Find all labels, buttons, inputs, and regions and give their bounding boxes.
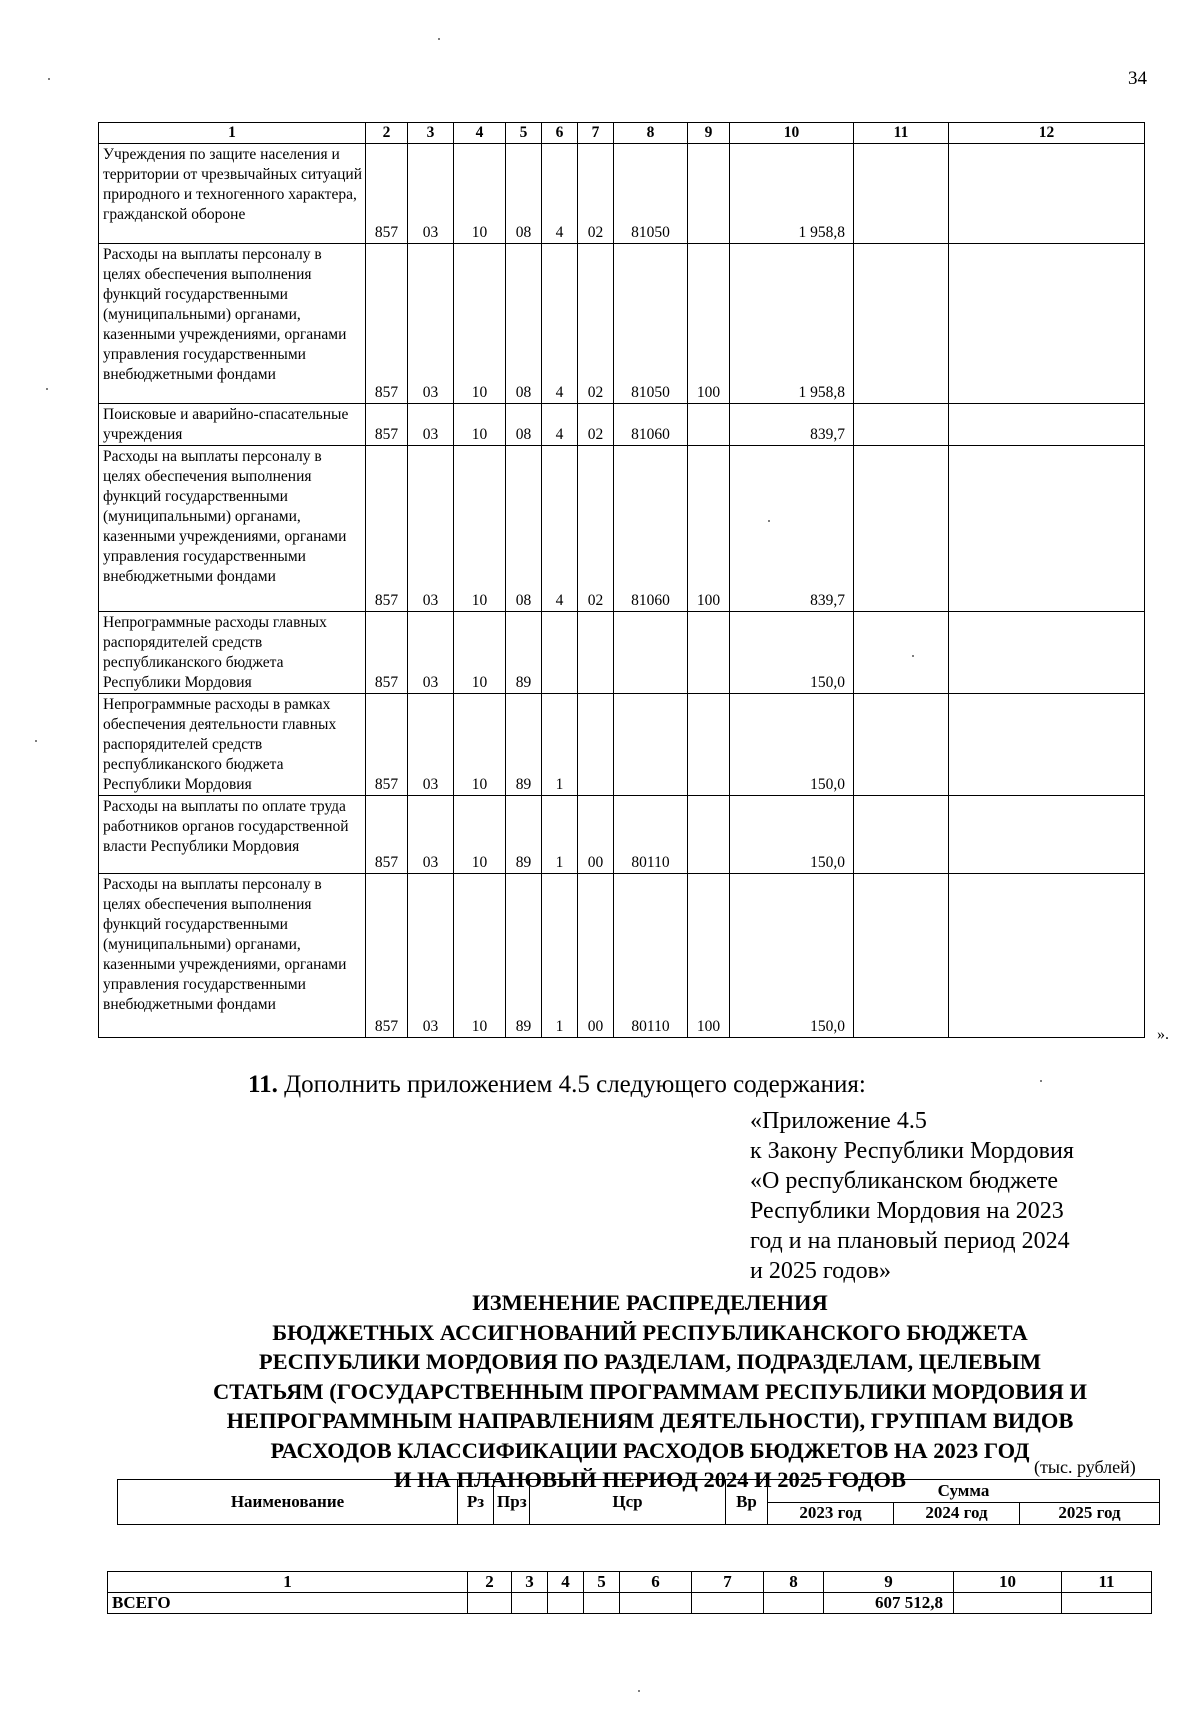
scan-speck [46, 388, 48, 390]
scan-speck [48, 78, 50, 80]
prz-cell: 10 [454, 694, 506, 796]
table-cell [468, 1593, 512, 1614]
row-name: Расходы на выплаты по оплате труда работников органов государственной власти Республики Мордовия [99, 796, 366, 874]
col-header-sum: Сумма [768, 1480, 1160, 1503]
amount-2025-cell [949, 796, 1145, 874]
vr-cell: 100 [688, 874, 730, 1038]
direction-cell: 80110 [614, 874, 688, 1038]
unit-label: (тыс. рублей) [1034, 1457, 1136, 1477]
rz-cell: 03 [408, 796, 454, 874]
row-name: Учреждения по защите населения и территории от чрезвычайных ситуаций природного и техногенного характера, гражданской обороне [99, 144, 366, 244]
table-row [99, 446, 1145, 612]
direction-cell: 80110 [614, 796, 688, 874]
prz-cell: 10 [454, 874, 506, 1038]
col-header-name: Наименование [118, 1480, 458, 1525]
kvsr-cell: 857 [366, 874, 408, 1038]
header-cell: 6 [620, 1572, 692, 1593]
main-activity-cell: 02 [578, 144, 614, 244]
header-cell: 4 [454, 123, 506, 144]
direction-cell: 81050 [614, 144, 688, 244]
program-cell: 89 [506, 694, 542, 796]
vr-cell [688, 694, 730, 796]
amount-2025-cell [949, 404, 1145, 446]
amount-2024-cell [854, 694, 949, 796]
title-line: БЮДЖЕТНЫХ АССИГНОВАНИЙ РЕСПУБЛИКАНСКОГО БЮДЖЕТА [272, 1319, 1028, 1345]
direction-cell: 81050 [614, 244, 688, 404]
amount-2024-cell [854, 446, 949, 612]
rz-cell: 03 [408, 404, 454, 446]
header-cell: 7 [578, 123, 614, 144]
closing-quote: ». [1157, 1026, 1169, 1043]
table-cell [620, 1593, 692, 1614]
rz-cell: 03 [408, 612, 454, 694]
scan-speck [35, 740, 37, 742]
row-name: Расходы на выплаты персоналу в целях обеспечения выполнения функций государственными (муниципальными) органами, казенными учреждениями, органами управления государственными внебюджетными фондами [99, 874, 366, 1038]
direction-cell [614, 612, 688, 694]
amount-2023-cell: 839,7 [730, 404, 854, 446]
totals-header-row [108, 1572, 1152, 1593]
row-name: Расходы на выплаты персоналу в целях обеспечения выполнения функций государственными (муниципальными) органами, казенными учреждениями, органами управления государственными внебюджетными фондами [99, 244, 366, 404]
amount-2025-cell [949, 144, 1145, 244]
row-name: Расходы на выплаты персоналу в целях обеспечения выполнения функций государственными (муниципальными) органами, казенными учреждениями, органами управления государственными внебюджетными фондами [99, 446, 366, 612]
paragraph-text: Дополнить приложением 4.5 следующего содержания: [277, 1071, 866, 1098]
main-activity-cell: 00 [578, 874, 614, 1038]
table-cell [764, 1593, 824, 1614]
vr-cell [688, 796, 730, 874]
title-line: РАСХОДОВ КЛАССИФИКАЦИИ РАСХОДОВ БЮДЖЕТОВ НА 2023 ГОД [270, 1437, 1030, 1463]
main-activity-cell [578, 612, 614, 694]
vr-cell: 100 [688, 446, 730, 612]
kvsr-cell: 857 [366, 244, 408, 404]
direction-cell: 81060 [614, 446, 688, 612]
total-2024 [954, 1593, 1062, 1614]
header-cell: 8 [614, 123, 688, 144]
amount-2024-cell [854, 244, 949, 404]
table-header-row [99, 123, 1145, 144]
amount-2025-cell [949, 446, 1145, 612]
table-row [99, 244, 1145, 404]
subprogram-cell: 4 [542, 144, 578, 244]
subprogram-cell: 4 [542, 404, 578, 446]
appendix-line: Республики Мордовия на 2023 [750, 1198, 1064, 1224]
row-name: Непрограммные расходы в рамках обеспечения деятельности главных распорядителей средств республиканского бюджета Республики Мордовия [99, 694, 366, 796]
amendment-paragraph [248, 1071, 866, 1099]
kvsr-cell: 857 [366, 612, 408, 694]
program-cell: 89 [506, 612, 542, 694]
columns-header-table [117, 1479, 1160, 1525]
kvsr-cell: 857 [366, 144, 408, 244]
program-cell: 08 [506, 446, 542, 612]
col-header-2024: 2024 год [894, 1502, 1020, 1525]
prz-cell: 10 [454, 404, 506, 446]
appendix-line: «О республиканском бюджете [750, 1168, 1059, 1194]
title-line: ИЗМЕНЕНИЕ РАСПРЕДЕЛЕНИЯ [472, 1290, 828, 1315]
table-row [99, 694, 1145, 796]
prz-cell: 10 [454, 612, 506, 694]
header-cell: 5 [584, 1572, 620, 1593]
subprogram-cell: 1 [542, 874, 578, 1038]
header-cell: 3 [408, 123, 454, 144]
prz-cell: 10 [454, 446, 506, 612]
header-cell: 6 [542, 123, 578, 144]
subprogram-cell: 1 [542, 796, 578, 874]
vr-cell [688, 404, 730, 446]
prz-cell: 10 [454, 144, 506, 244]
amount-2023-cell: 150,0 [730, 874, 854, 1038]
col-header-2025: 2025 год [1020, 1502, 1160, 1525]
header-cell: 10 [730, 123, 854, 144]
header-cell: 7 [692, 1572, 764, 1593]
totals-table [107, 1571, 1152, 1614]
prz-cell: 10 [454, 244, 506, 404]
header-cell: 1 [108, 1572, 468, 1593]
kvsr-cell: 857 [366, 404, 408, 446]
table-cell [584, 1593, 620, 1614]
appendix-line: к Закону Республики Мордовия [750, 1138, 1074, 1164]
amount-2025-cell [949, 244, 1145, 404]
main-activity-cell [578, 694, 614, 796]
subprogram-cell: 4 [542, 446, 578, 612]
main-table [98, 122, 1145, 1038]
amount-2024-cell [854, 612, 949, 694]
totals-row [108, 1593, 1152, 1614]
col-header-vr: Вр [726, 1480, 768, 1525]
main-activity-cell: 02 [578, 244, 614, 404]
document-title [160, 1288, 1140, 1495]
row-name: Непрограммные расходы главных распорядителей средств республиканского бюджета Республики Мордовия [99, 612, 366, 694]
header-cell: 4 [548, 1572, 584, 1593]
main-activity-cell: 00 [578, 796, 614, 874]
header-cell: 3 [512, 1572, 548, 1593]
header-cell: 9 [824, 1572, 954, 1593]
scan-speck [1040, 1080, 1042, 1082]
subprogram-cell: 4 [542, 244, 578, 404]
amount-2023-cell: 150,0 [730, 796, 854, 874]
appendix-line: год и на плановый период 2024 [750, 1228, 1070, 1254]
appendix-line: «Приложение 4.5 [750, 1108, 927, 1134]
col-header-csr: Цср [530, 1480, 726, 1525]
table-cell [548, 1593, 584, 1614]
subprogram-cell: 1 [542, 694, 578, 796]
title-line: РЕСПУБЛИКИ МОРДОВИЯ ПО РАЗДЕЛАМ, ПОДРАЗДЕЛАМ, ЦЕЛЕВЫМ [258, 1349, 1042, 1374]
table-cell [512, 1593, 548, 1614]
prz-cell: 10 [454, 796, 506, 874]
table-row [99, 404, 1145, 446]
direction-cell: 81060 [614, 404, 688, 446]
amount-2024-cell [854, 874, 949, 1038]
rz-cell: 03 [408, 144, 454, 244]
main-activity-cell: 02 [578, 404, 614, 446]
amount-2024-cell [854, 144, 949, 244]
program-cell: 08 [506, 144, 542, 244]
header-cell: 10 [954, 1572, 1062, 1593]
table-row [99, 612, 1145, 694]
header-cell: 9 [688, 123, 730, 144]
table-row [99, 874, 1145, 1038]
amount-2023-cell: 839,7 [730, 446, 854, 612]
row-name: Поисковые и аварийно-спасательные учреждения [99, 404, 366, 446]
program-cell: 08 [506, 244, 542, 404]
col-header-prz: Прз [494, 1480, 530, 1525]
header-cell: 8 [764, 1572, 824, 1593]
total-2023: 607 512,8 [824, 1593, 954, 1614]
amount-2023-cell: 150,0 [730, 612, 854, 694]
scan-speck [638, 1690, 640, 1692]
amount-2024-cell [854, 404, 949, 446]
header-cell: 11 [854, 123, 949, 144]
rz-cell: 03 [408, 446, 454, 612]
scan-speck [768, 520, 770, 522]
header-cell: 12 [949, 123, 1145, 144]
program-cell: 08 [506, 404, 542, 446]
amount-2025-cell [949, 874, 1145, 1038]
kvsr-cell: 857 [366, 446, 408, 612]
vr-cell: 100 [688, 244, 730, 404]
title-line: СТАТЬЯМ (ГОСУДАРСТВЕННЫМ ПРОГРАММАМ РЕСПУБЛИКИ МОРДОВИЯ И [213, 1378, 1087, 1404]
amount-2024-cell [854, 796, 949, 874]
vr-cell [688, 612, 730, 694]
vr-cell [688, 144, 730, 244]
table-row [99, 796, 1145, 874]
col-header-rz: Рз [458, 1480, 494, 1525]
rz-cell: 03 [408, 694, 454, 796]
amount-2023-cell: 150,0 [730, 694, 854, 796]
kvsr-cell: 857 [366, 796, 408, 874]
paragraph-number: 11. [248, 1071, 278, 1098]
amount-2025-cell [949, 612, 1145, 694]
kvsr-cell: 857 [366, 694, 408, 796]
main-activity-cell: 02 [578, 446, 614, 612]
header-cell: 2 [366, 123, 408, 144]
col-header-2023: 2023 год [768, 1502, 894, 1525]
program-cell: 89 [506, 796, 542, 874]
direction-cell [614, 694, 688, 796]
total-label: ВСЕГО [108, 1593, 468, 1614]
rz-cell: 03 [408, 244, 454, 404]
program-cell: 89 [506, 874, 542, 1038]
table-row [99, 144, 1145, 244]
rz-cell: 03 [408, 874, 454, 1038]
amount-2025-cell [949, 694, 1145, 796]
header-cell: 2 [468, 1572, 512, 1593]
appendix-line: и 2025 годов» [750, 1258, 891, 1284]
subprogram-cell [542, 612, 578, 694]
page-number: 34 [1128, 68, 1147, 89]
appendix-reference [750, 1106, 1074, 1286]
header-cell: 11 [1062, 1572, 1152, 1593]
title-line: НЕПРОГРАММНЫМ НАПРАВЛЕНИЯМ ДЕЯТЕЛЬНОСТИ), ГРУППАМ ВИДОВ [226, 1408, 1074, 1433]
header-cell: 5 [506, 123, 542, 144]
scan-speck [438, 38, 440, 40]
title-line: И НА ПЛАНОВЫЙ ПЕРИОД 2024 И 2025 ГОДОВ [394, 1467, 906, 1492]
amount-2023-cell: 1 958,8 [730, 144, 854, 244]
total-2025 [1062, 1593, 1152, 1614]
scan-speck [912, 655, 914, 657]
header-cell: 1 [99, 123, 366, 144]
amount-2023-cell: 1 958,8 [730, 244, 854, 404]
table-cell [692, 1593, 764, 1614]
